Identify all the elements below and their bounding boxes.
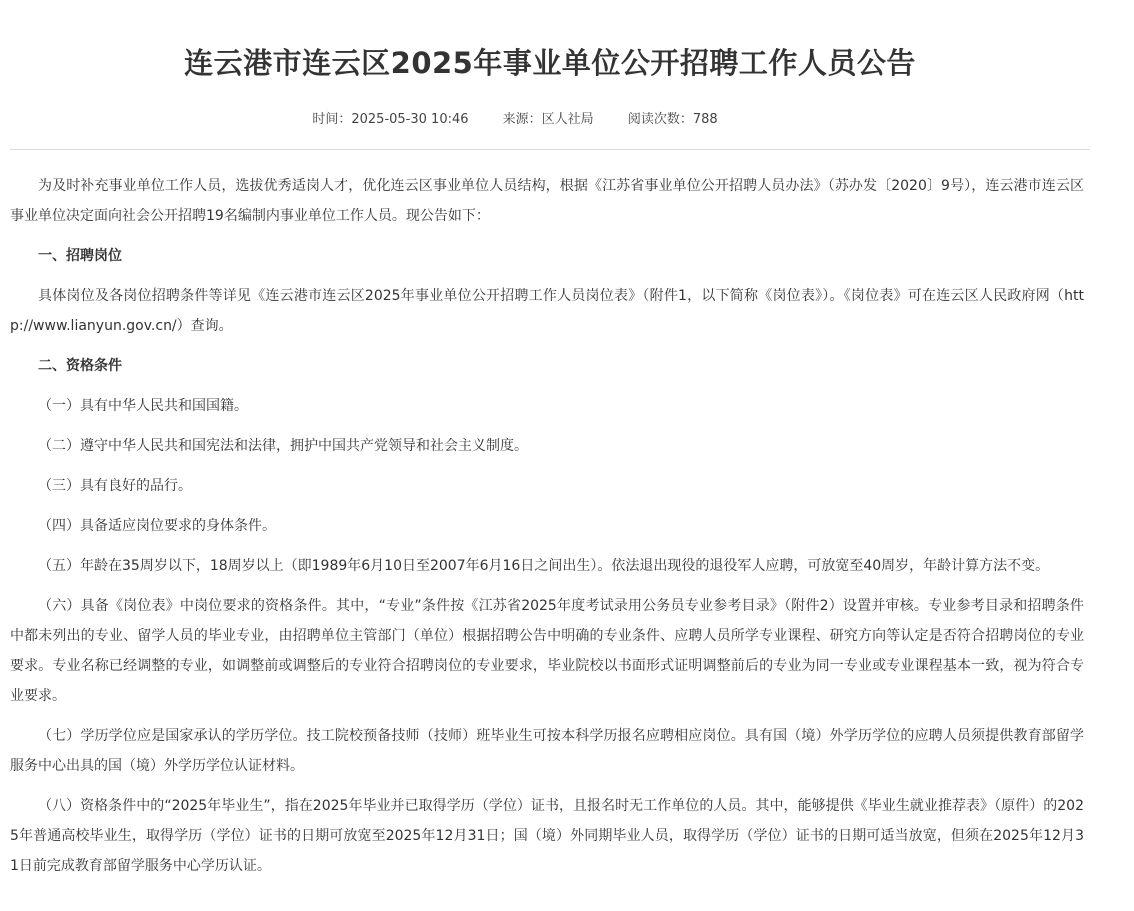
section-heading-qualifications: 二、资格条件 — [38, 358, 122, 374]
qualification-item: （五）年龄在35周岁以下，18周岁以上（即1989年6月10日至2007年6月16日之间出生）。依法退出现役的退役军人应聘，可放宽至40周岁，年龄计算方法不变。 — [38, 558, 1050, 574]
title-divider — [10, 149, 1090, 150]
article-source: 来源：区人社局 — [502, 112, 594, 127]
view-count: 阅读次数：788 — [627, 112, 718, 127]
publish-time: 时间：2025-05-30 10:46 — [312, 112, 469, 127]
intro-paragraph: 为及时补充事业单位工作人员，选拔优秀适岗人才，优化连云区事业单位人员结构，根据《江苏省事业单位公开招聘人员办法》（苏办发〔2020〕9号），连云港市连云区事业单位决定面向社会公开招聘19名编制内事业单位工作人员。现公告如下： — [10, 178, 1084, 224]
qualification-item: （三）具有良好的品行。 — [38, 478, 192, 494]
qualification-item: （二）遵守中华人民共和国宪法和法律，拥护中国共产党领导和社会主义制度。 — [38, 438, 528, 454]
positions-paragraph: 具体岗位及各岗位招聘条件等详见《连云港市连云区2025年事业单位公开招聘工作人员岗位表》（附件1，以下简称《岗位表》）。《岗位表》可在连云区人民政府网（http://www.lianyun.gov.cn/）查询。 — [10, 288, 1084, 334]
section-heading-positions: 一、招聘岗位 — [38, 248, 122, 264]
qualification-item: （八）资格条件中的“2025年毕业生”，指在2025年毕业并已取得学历（学位）证书，且报名时无工作单位的人员。其中，能够提供《毕业生就业推荐表》（原件）的2025年普通高校毕业生，取得学历（学位）证书的日期可放宽至2025年12月31日；国（境）外同期毕业人员，取得学历（学位）证书的日期可适当放宽，但须在2025年12月31日前完成教育部留学服务中心学历认证。 — [10, 798, 1084, 874]
page-title: 连云港市连云区2025年事业单位公开招聘工作人员公告 — [184, 46, 916, 80]
qualification-item: （六）具备《岗位表》中岗位要求的资格条件。其中，“专业”条件按《江苏省2025年度考试录用公务员专业参考目录》（附件2）设置并审核。专业参考目录和招聘条件中都未列出的专业、留学人员的毕业专业，由招聘单位主管部门（单位）根据招聘公告中明确的专业条件、应聘人员所学专业课程、研究方向等认定是否符合招聘岗位的专业要求。专业名称已经调整的专业，如调整前或调整后的专业符合招聘岗位的专业要求，毕业院校以书面形式证明调整前后的专业为同一专业或专业课程基本一致，视为符合专业要求。 — [10, 598, 1084, 704]
qualification-item: （四）具备适应岗位要求的身体条件。 — [38, 518, 276, 534]
article-body — [10, 171, 1084, 891]
qualification-item: （一）具有中华人民共和国国籍。 — [38, 398, 248, 414]
qualification-item: （七）学历学位应是国家承认的学历学位。技工院校预备技师（技师）班毕业生可按本科学历报名应聘相应岗位。具有国（境）外学历学位的应聘人员须提供教育部留学服务中心出具的国（境）外学历学位认证材料。 — [10, 728, 1084, 774]
article-meta — [0, 111, 1030, 129]
